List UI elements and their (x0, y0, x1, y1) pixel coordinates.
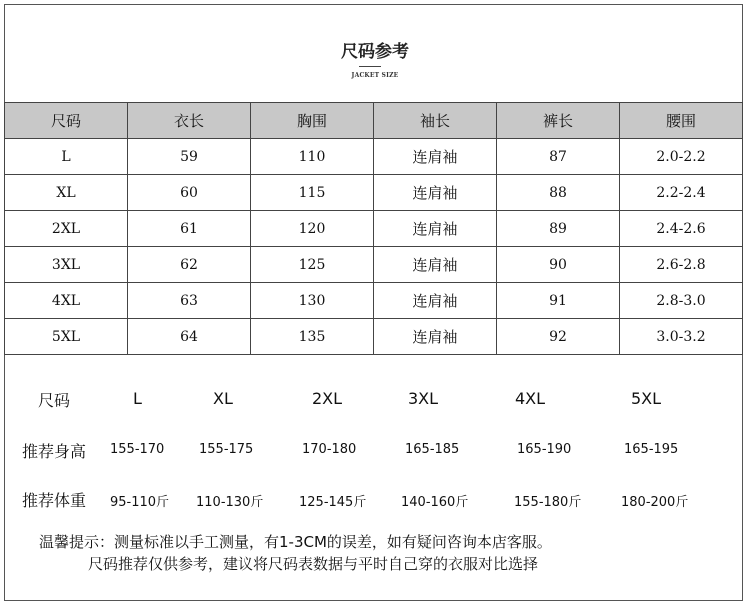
table-cell: 3XL (5, 247, 128, 283)
table-cell: L (5, 139, 128, 175)
table-cell: 88 (497, 175, 620, 211)
rec-weight-label: 推荐体重 (22, 491, 87, 510)
column-header: 袖长 (374, 103, 497, 139)
column-header: 腰围 (620, 103, 743, 139)
table-cell: 连肩袖 (374, 247, 497, 283)
rec-size: 3XL (408, 389, 439, 408)
rec-size: L (133, 389, 142, 408)
table-cell: 5XL (5, 319, 128, 355)
table-cell: 63 (128, 283, 251, 319)
size-table (4, 102, 743, 355)
table-row (5, 247, 743, 283)
table-cell: 135 (251, 319, 374, 355)
rec-size: 4XL (515, 389, 546, 408)
table-cell: 4XL (5, 283, 128, 319)
note-line-1: 温馨提示：测量标准以手工测量，有1-3CM的误差，如有疑问咨询本店客服。 (39, 533, 552, 551)
table-cell: 125 (251, 247, 374, 283)
table-cell: 64 (128, 319, 251, 355)
rec-size: 2XL (312, 389, 343, 408)
table-cell: 91 (497, 283, 620, 319)
table-cell: 115 (251, 175, 374, 211)
page-subtitle: JACKET SIZE (351, 72, 399, 79)
table-row (5, 139, 743, 175)
table-cell: 89 (497, 211, 620, 247)
rec-height: 170-180 (302, 442, 357, 457)
rec-height: 155-170 (110, 442, 165, 457)
table-cell: 2.2-2.4 (620, 175, 743, 211)
table-row (5, 175, 743, 211)
table-cell: 59 (128, 139, 251, 175)
table-cell: 130 (251, 283, 374, 319)
rec-height: 165-190 (517, 442, 572, 457)
table-row (5, 211, 743, 247)
table-cell: 2.0-2.2 (620, 139, 743, 175)
rec-height: 165-185 (405, 442, 460, 457)
rec-weight: 125-145斤 (299, 495, 367, 510)
column-header: 衣长 (128, 103, 251, 139)
table-cell: 连肩袖 (374, 319, 497, 355)
table-cell: 110 (251, 139, 374, 175)
table-cell: 92 (497, 319, 620, 355)
rec-height: 165-195 (624, 442, 679, 457)
table-cell: 61 (128, 211, 251, 247)
column-header: 胸围 (251, 103, 374, 139)
table-cell: 2.4-2.6 (620, 211, 743, 247)
rec-weight: 155-180斤 (514, 495, 582, 510)
table-cell: 连肩袖 (374, 175, 497, 211)
rec-size-label: 尺码 (38, 391, 71, 410)
title-divider (359, 66, 381, 67)
rec-weight: 140-160斤 (401, 495, 469, 510)
table-cell: 87 (497, 139, 620, 175)
note-line-2: 尺码推荐仅供参考，建议将尺码表数据与平时自己穿的衣服对比选择 (88, 555, 539, 573)
column-header: 尺码 (5, 103, 128, 139)
table-cell: 62 (128, 247, 251, 283)
column-header: 裤长 (497, 103, 620, 139)
table-cell: 连肩袖 (374, 283, 497, 319)
table-cell: 连肩袖 (374, 139, 497, 175)
table-cell: 2.8-3.0 (620, 283, 743, 319)
rec-size: XL (213, 389, 233, 408)
size-table-header-row (5, 103, 743, 139)
table-cell: 2XL (5, 211, 128, 247)
table-cell: XL (5, 175, 128, 211)
rec-weight: 110-130斤 (196, 495, 264, 510)
table-row (5, 283, 743, 319)
page-title: 尺码参考 (341, 42, 409, 62)
table-cell: 连肩袖 (374, 211, 497, 247)
rec-height-label: 推荐身高 (22, 442, 87, 461)
table-cell: 60 (128, 175, 251, 211)
table-cell: 90 (497, 247, 620, 283)
table-cell: 3.0-3.2 (620, 319, 743, 355)
table-row (5, 319, 743, 355)
rec-weight: 95-110斤 (110, 495, 170, 510)
table-cell: 2.6-2.8 (620, 247, 743, 283)
rec-height: 155-175 (199, 442, 254, 457)
rec-weight: 180-200斤 (621, 495, 689, 510)
rec-size: 5XL (631, 389, 662, 408)
table-cell: 120 (251, 211, 374, 247)
